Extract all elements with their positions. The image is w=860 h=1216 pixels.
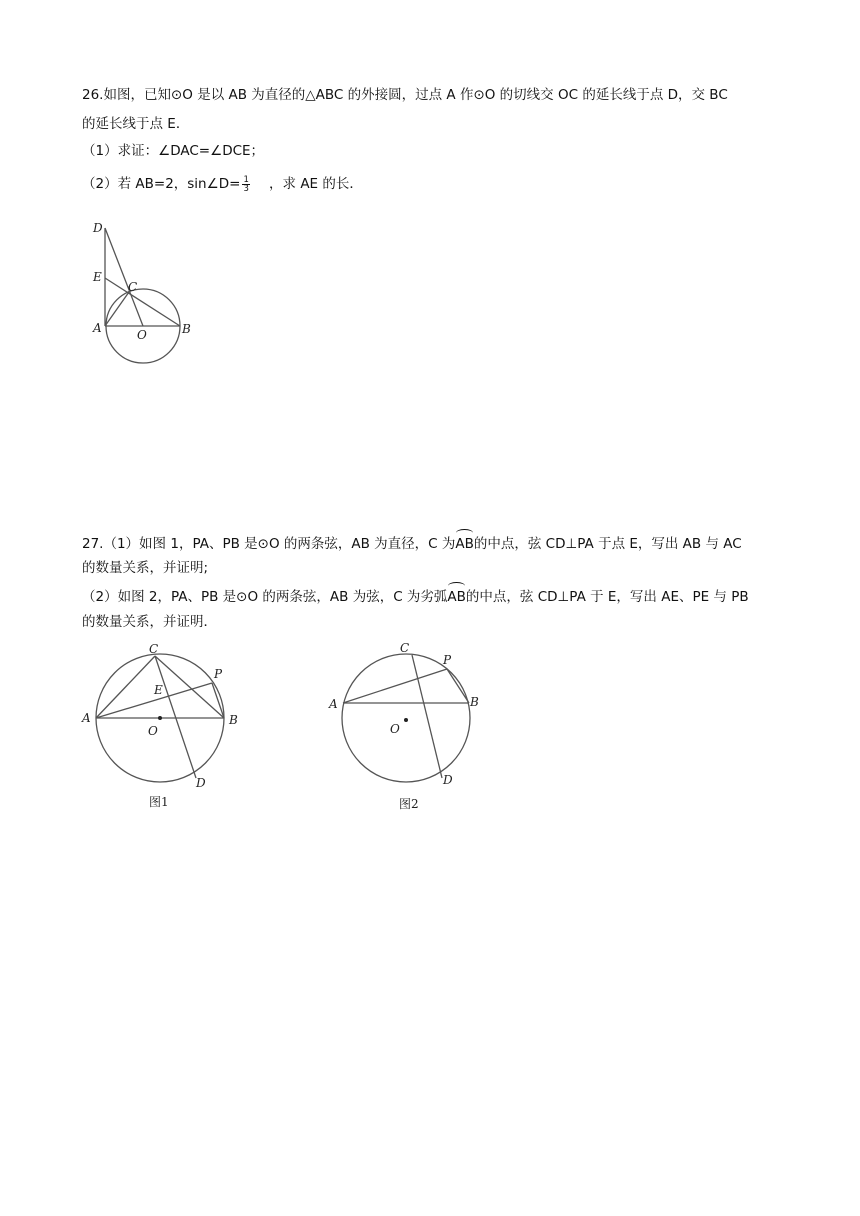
fig1-caption: 图1	[149, 795, 169, 809]
q27-part1-post: 的中点，弦 CD⊥PA 于点 E，写出 AB 与 AC	[473, 536, 742, 552]
q26-label-a: A	[93, 321, 102, 335]
fig1-label-o: O	[148, 724, 158, 738]
q26-label-d: D	[93, 221, 103, 235]
q27-part1-pre: 27.（1）如图 1，PA、PB 是⊙O 的两条弦，AB 为直径，C 为	[82, 536, 456, 552]
fig2-caption: 图2	[399, 797, 419, 811]
fig2-label-b: B	[470, 695, 479, 709]
q27-part2-line2: 的数量关系，并证明．	[82, 614, 217, 630]
fig2-label-o: O	[390, 722, 400, 736]
arc-ab: AB	[455, 532, 474, 554]
fig2-center-dot	[404, 718, 408, 722]
fraction-denominator: 3	[243, 183, 249, 194]
arc-ab: AB	[447, 585, 466, 607]
fig1-label-c: C	[149, 642, 159, 656]
q27-part2-post: 的中点，弦 CD⊥PA 于 E，写出 AE、PE 与 PB	[465, 589, 749, 605]
fig2-label-a: A	[329, 697, 338, 711]
fig2-label-p: P	[443, 653, 452, 667]
q26-line2: 的延长线于点 E．	[82, 116, 190, 132]
fig2-line-cd	[412, 655, 442, 778]
q27-part2-pre: （2）如图 2，PA、PB 是⊙O 的两条弦，AB 为弦，C 为劣弧	[82, 589, 448, 605]
q26-label-c: C	[128, 280, 138, 294]
q26-line1: 26.如图，已知⊙O 是以 AB 为直径的△ABC 的外接圆，过点 A 作⊙O 的切线交 OC 的延长线于点 D，交 BC	[82, 87, 728, 103]
q26-part1: （1）求证：∠DAC=∠DCE；	[82, 143, 265, 159]
q26-part2-pre: （2）若 AB=2，sin∠D=	[82, 176, 241, 192]
q26-part2-post: ，求 AE 的长．	[269, 176, 363, 192]
q27-part1-line2: 的数量关系，并证明;	[82, 560, 209, 576]
fig1-label-e: E	[154, 683, 163, 697]
fig2-label-d: D	[443, 773, 453, 787]
fig2-line-pb	[447, 669, 469, 703]
fig2-label-c: C	[400, 641, 410, 655]
fig1-label-a: A	[82, 711, 91, 725]
fraction-numerator: 1	[243, 174, 249, 185]
q26-label-b: B	[182, 322, 191, 336]
fig1-label-p: P	[214, 667, 223, 681]
q26-label-e: E	[93, 270, 102, 284]
fig1-label-d: D	[196, 776, 206, 790]
fig1-label-b: B	[229, 713, 238, 727]
q26-label-o: O	[137, 328, 147, 342]
